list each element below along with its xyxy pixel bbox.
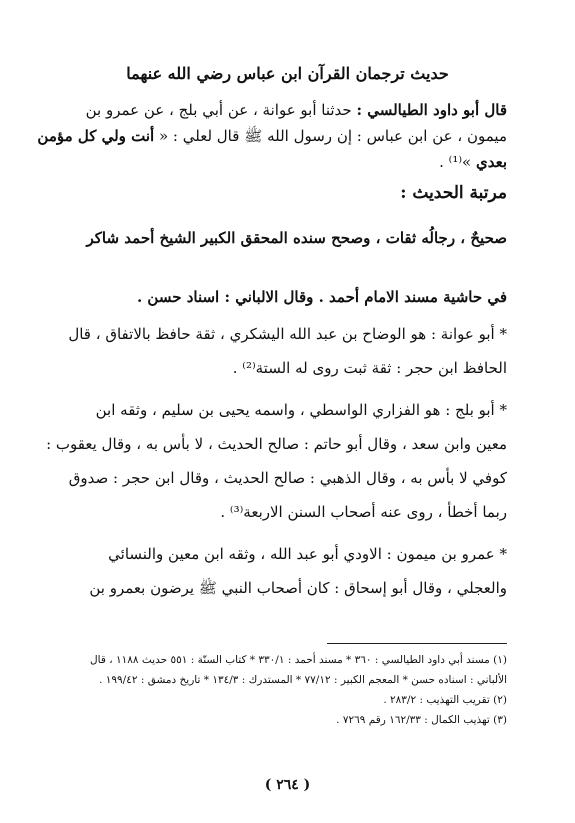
narrator-amr-line-2: والعجلي ، وقال أبو إسحاق : كان أصحاب النبي ﷺ يرضون بعمرو بن: [89, 579, 507, 597]
hadith-text: ميمون ، عن ابن عباس : إن رسول الله ﷺ قال لعلي : «: [154, 127, 507, 145]
narrator-abu-balj-line-1: * أبو بلج : هو الفزاري الواسطي ، واسمه يحيى بن سليم ، وثقه ابن: [95, 401, 507, 419]
page-number: ( ٢٦٤ ): [264, 777, 311, 793]
hadith-chain: حدثنا أبو عوانة ، عن أبي بلج ، عن عمرو بن: [85, 101, 357, 119]
hadith-line-2: [37, 124, 507, 148]
hadith-quote-end: بعدي: [475, 153, 507, 171]
hadith-footnote-ref: »⁽¹⁾ .: [439, 153, 476, 171]
page-title: حديث ترجمان القرآن ابن عباس رضي الله عنهما: [126, 64, 449, 83]
footnote-1-line-1: (١) مسند أبي داود الطيالسي : ٣٦٠ * مسند أحمد : ٣٣٠/١ * كتاب السنّة : ٥٥١ حديث ١١٨٨ ، قال: [90, 654, 507, 666]
footnote-divider: [327, 643, 507, 644]
hadith-line-1: [67, 98, 507, 122]
hadith-quote: أنت ولي كل مؤمن: [37, 127, 155, 145]
narrator-abu-balj-line-4: ربما أخطأ ، روى عنه أصحاب السنن الاربعة⁽³⁾ .: [220, 503, 507, 521]
narrator-abu-balj-line-3: كوفي لا بأس به ، وقال الذهبي : صالح الحديث ، وقال ابن حجر : صدوق: [68, 469, 507, 487]
footnote-1-line-2: الألباني : اسناده حسن * المعجم الكبير : ٧٧/١٢ * المستدرك : ١٣٤/٣ * تاريخ دمشق : ١٩٩/٤٢ .: [99, 674, 507, 686]
footnote-2: (٢) تقريب التهذيب : ٢٨٣/٢ .: [383, 694, 507, 706]
hadith-narrator: قال أبو داود الطيالسي :: [356, 101, 507, 119]
footnote-3: (٣) تهذيب الكمال : ١٦٢/٣٣ رقم ٧٢٦٩ .: [336, 714, 507, 726]
narrator-abu-awana-line-2: الحافظ ابن حجر : ثقة ثبت روى له الستة⁽²⁾ .: [232, 359, 507, 377]
grade-heading: مرتبة الحديث :: [400, 183, 507, 203]
narrator-abu-balj-line-2: معين وابن سعد ، وقال أبو حاتم : صالح الحديث ، لا بأس به ، وقال يعقوب :: [46, 435, 507, 453]
narrator-amr-line-1: * عمرو بن ميمون : الاودي أبو عبد الله ، وثقه ابن معين والنسائي: [108, 545, 507, 563]
narrator-abu-awana-line-1: * أبو عوانة : هو الوضاح بن عبد الله اليشكري ، ثقة حافظ بالاتفاق ، قال: [68, 325, 507, 343]
hadith-line-3: [67, 150, 507, 174]
grade-line-2: في حاشية مسند الامام أحمد . وقال الالباني : اسناد حسن .: [136, 288, 507, 306]
grade-line-1: صحيحٌ ، رجالُه ثقات ، وصحح سنده المحقق الكبير الشيخ أحمد شاكر: [86, 229, 507, 247]
